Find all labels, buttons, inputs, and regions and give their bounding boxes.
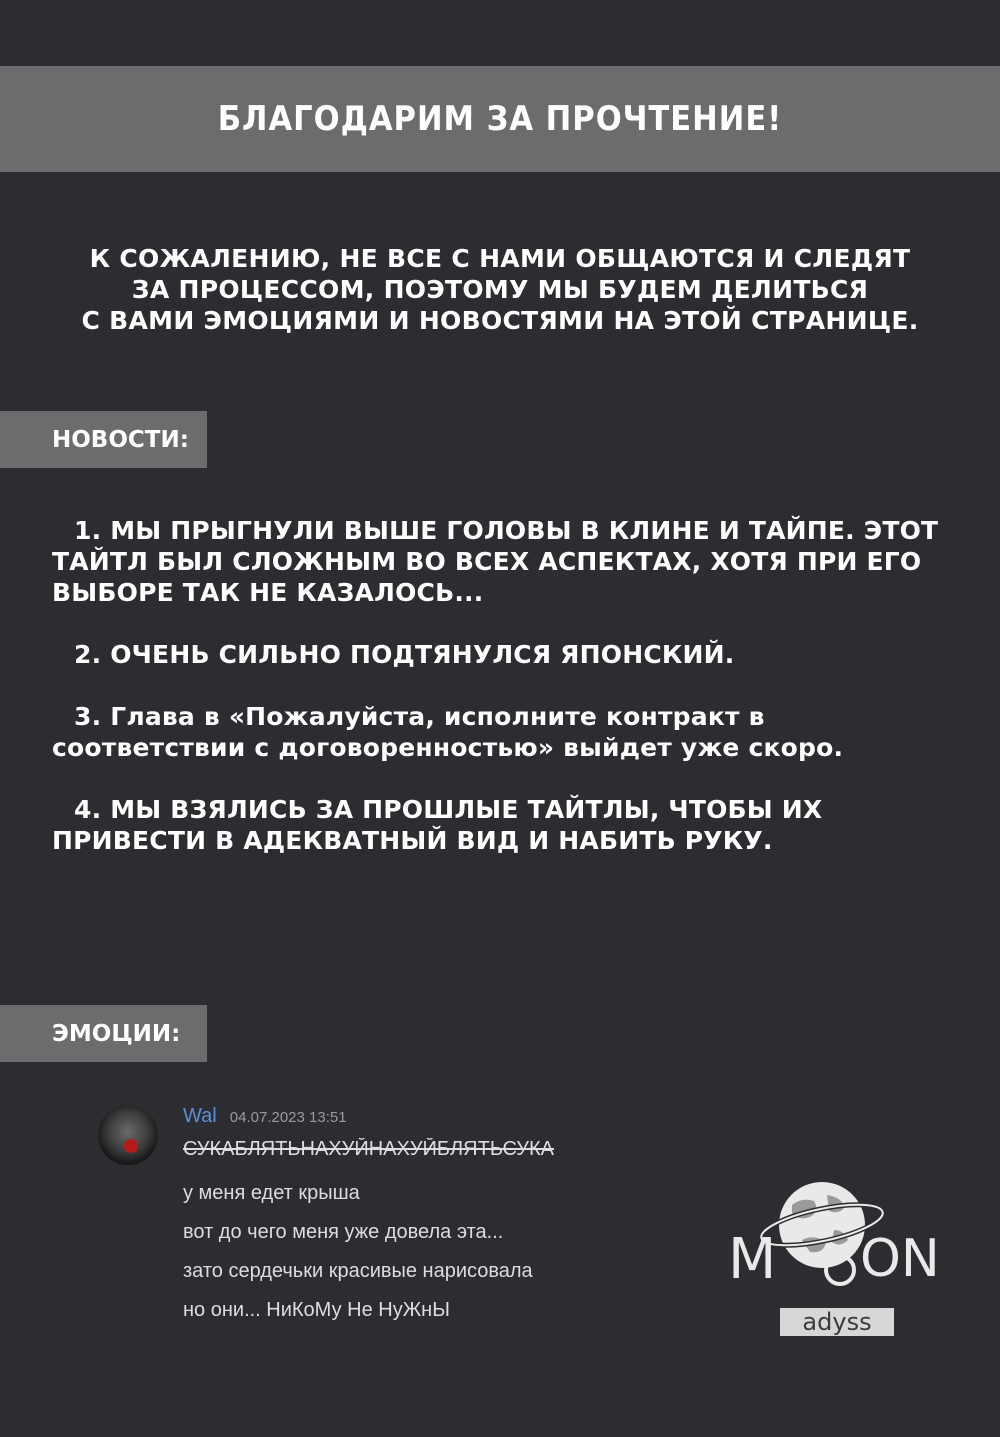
news-label: НОВОСТИ: [52, 426, 189, 453]
emotions-section-label [0, 1005, 207, 1062]
message-author: Wal [183, 1105, 217, 1127]
news-item: 3. Глава в «Пожалуйста, исполните контракт в соответствии с договоренностью» выйдет уже скоро. [52, 702, 844, 762]
news-item: 1. МЫ ПРЫГНУЛИ ВЫШЕ ГОЛОВЫ В КЛИНЕ И ТАЙПЕ. ЭТОТ ТАЙТЛ БЫЛ СЛОЖНЫМ ВО ВСЕХ АСПЕКТАХ, ХОТЯ ПРИ ЕГО ВЫБОРЕ ТАК НЕ КАЗАЛОСЬ... [52, 516, 939, 607]
message-header [183, 1105, 347, 1128]
message-line: вот до чего меня уже довела эта... [183, 1221, 504, 1243]
title-band [0, 66, 1000, 172]
moon-adyss-logo [722, 1170, 947, 1345]
message-timestamp: 04.07.2023 13:51 [229, 1109, 347, 1126]
intro-line: К СОЖАЛЕНИЮ, НЕ ВСЕ С НАМИ ОБЩАЮТСЯ И СЛЕДЯТ [89, 244, 911, 273]
page-title: БЛАГОДАРИМ ЗА ПРОЧТЕНИЕ! [217, 99, 783, 139]
news-list [52, 515, 947, 887]
moon-globe-icon [779, 1182, 865, 1268]
emotions-label: ЭМОЦИИ: [52, 1020, 181, 1047]
avatar [98, 1105, 158, 1165]
news-item: 2. ОЧЕНЬ СИЛЬНО ПОДТЯНУЛСЯ ЯПОНСКИЙ. [74, 640, 735, 669]
intro-text [80, 243, 920, 336]
message-line: зато сердечьки красивые нарисовала [183, 1260, 533, 1282]
intro-line: ЗА ПРОЦЕССОМ, ПОЭТОМУ МЫ БУДЕМ ДЕЛИТЬСЯ [131, 275, 869, 304]
news-section-label [0, 411, 207, 468]
message-line: СУКАБЛЯТЬНАХУЙНАХУЙБЛЯТЬСУКА [183, 1138, 554, 1160]
message-body [183, 1138, 703, 1330]
intro-line: С ВАМИ ЭМОЦИЯМИ И НОВОСТЯМИ НА ЭТОЙ СТРАНИЦЕ. [81, 306, 919, 335]
news-item: 4. МЫ ВЗЯЛИСЬ ЗА ПРОШЛЫЕ ТАЙТЛЫ, ЧТОБЫ ИХ ПРИВЕСТИ В АДЕКВАТНЫЙ ВИД И НАБИТЬ РУКУ. [52, 795, 823, 855]
logo-letter-left: M [728, 1227, 777, 1292]
message-line: у меня едет крыша [183, 1182, 360, 1204]
message-line: но они... НиКоМу Не НуЖнЫ [183, 1299, 450, 1321]
logo-letters-right: ON [860, 1229, 940, 1289]
logo-subtitle: adyss [802, 1308, 872, 1336]
